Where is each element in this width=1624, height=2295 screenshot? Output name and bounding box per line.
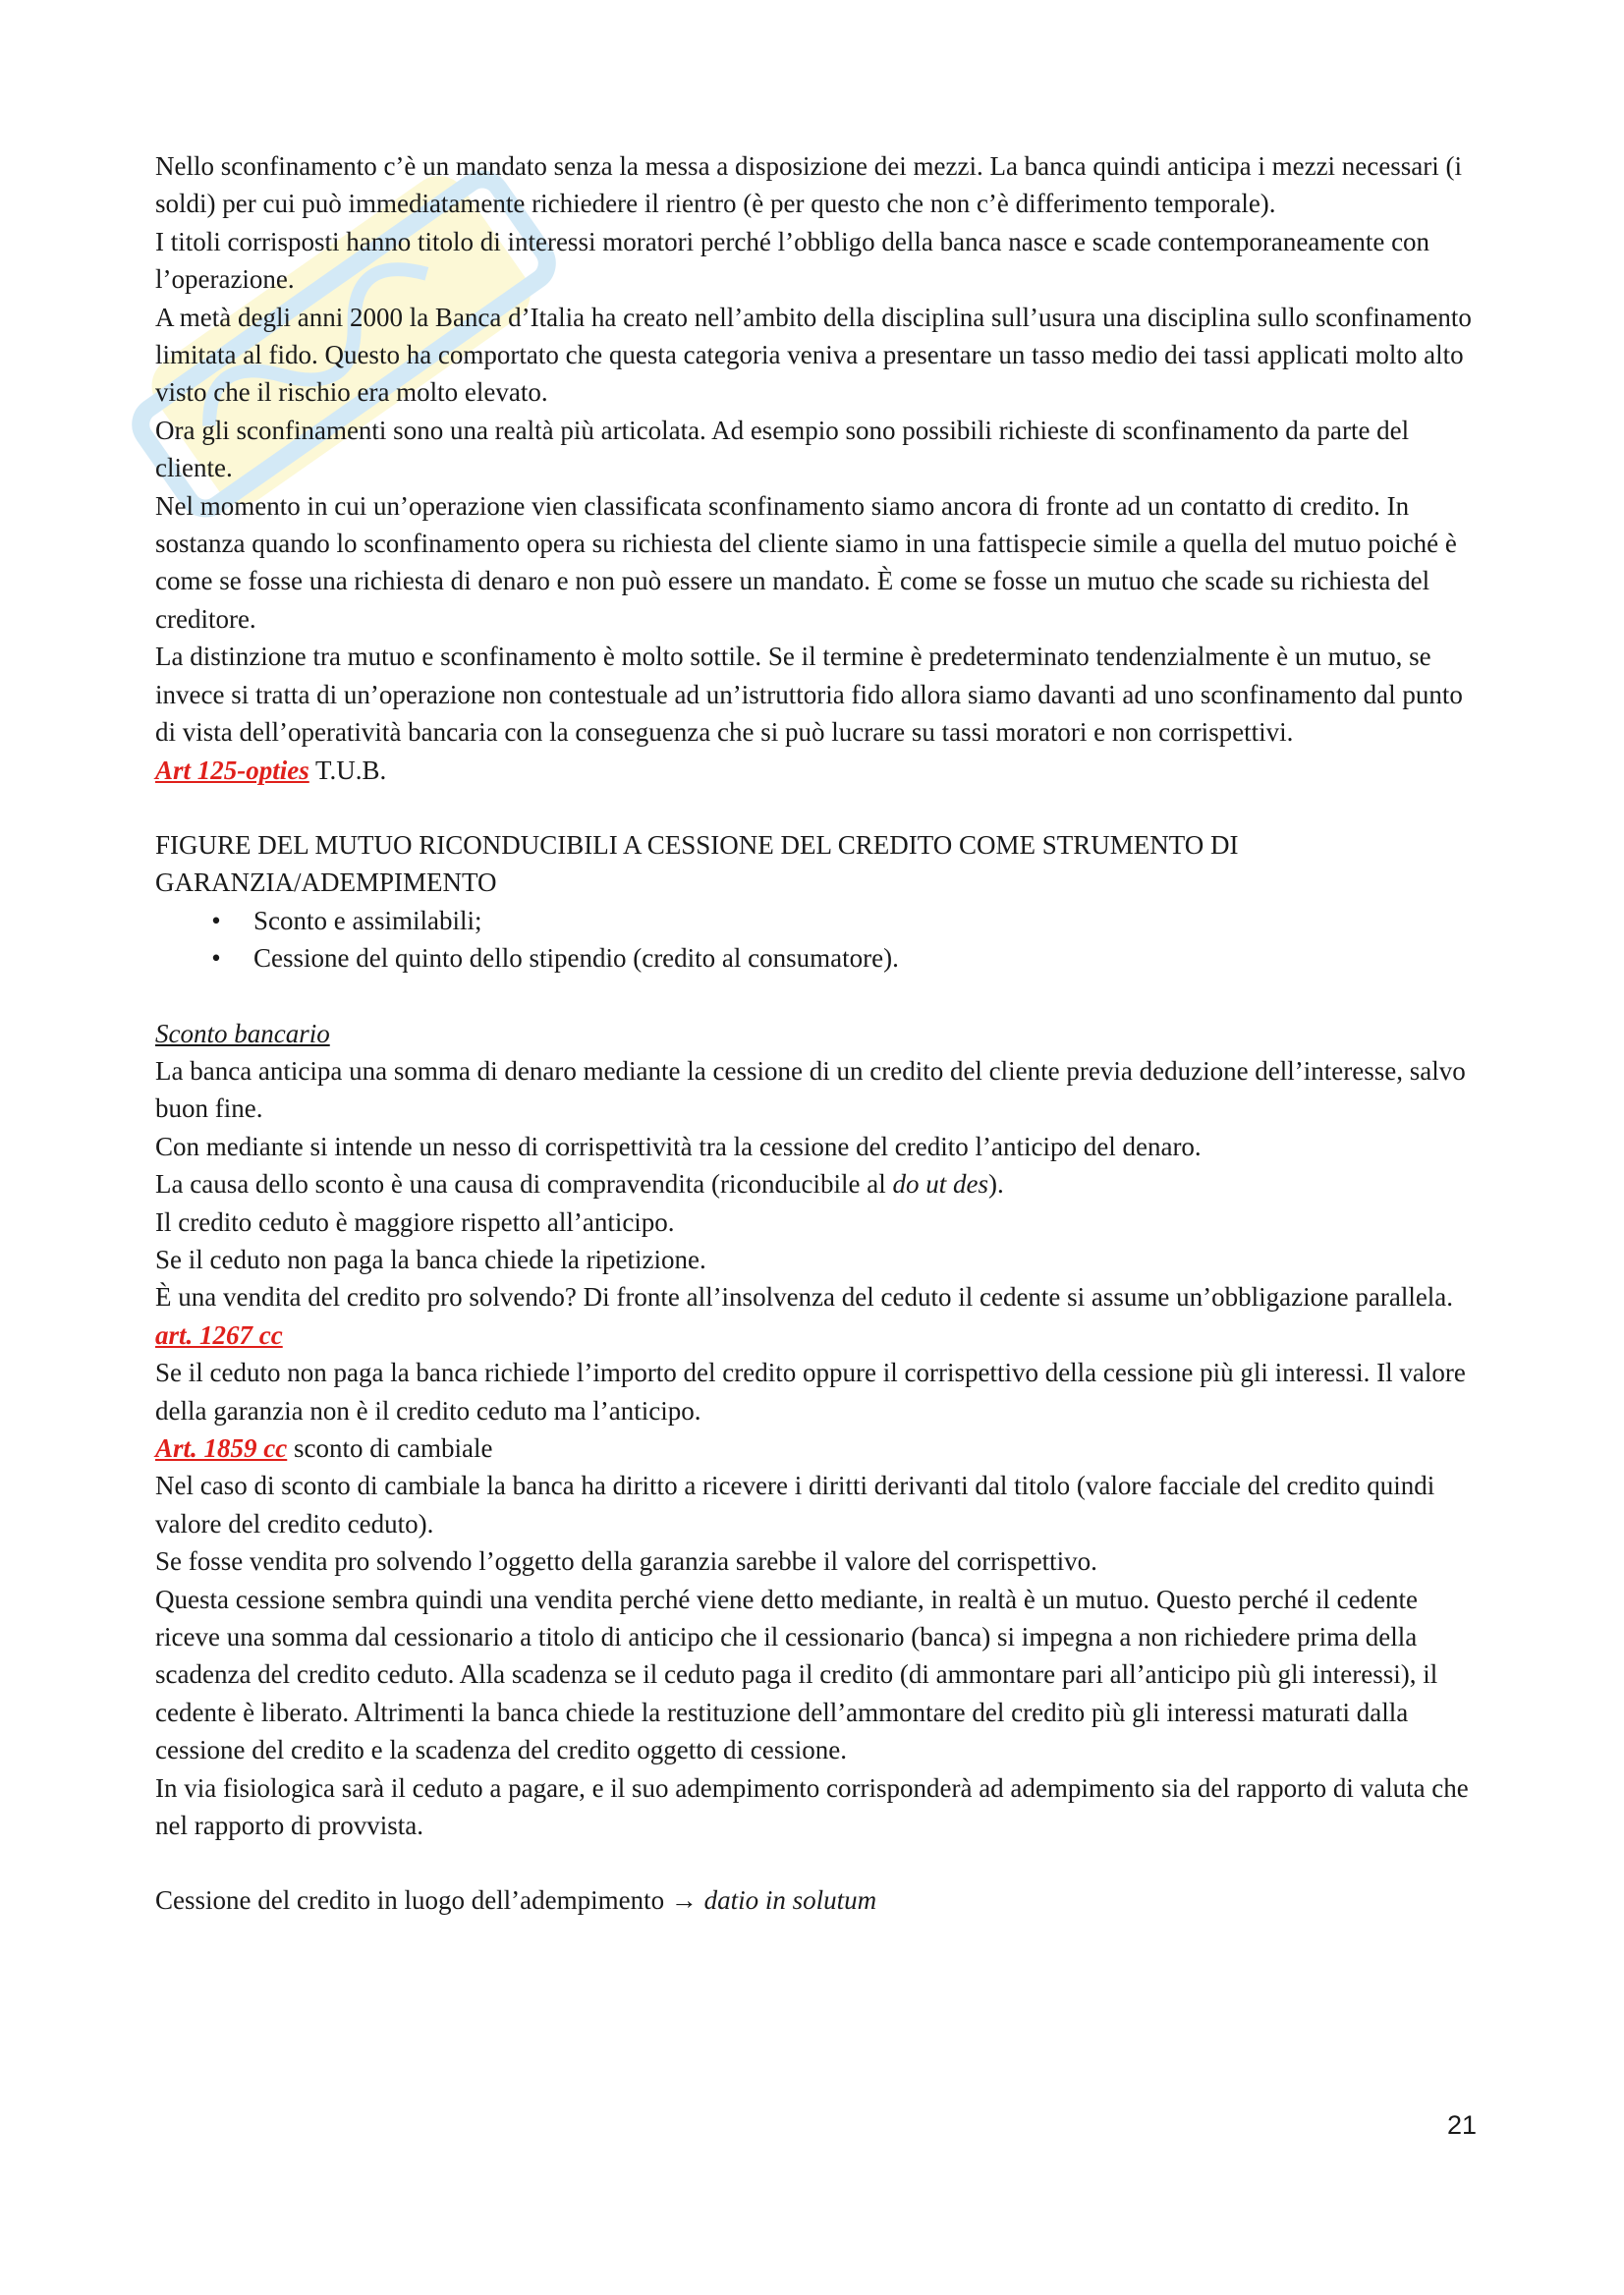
bullet-icon: • <box>211 905 221 935</box>
paragraph: In via fisiologica sarà il ceduto a pagare, e il suo adempimento corrisponderà ad adempimento sia del rapporto di valuta che nel rapporto di provvista. <box>155 1772 1469 1841</box>
paragraph: Nello sconfinamento c’è un mandato senza la messa a disposizione dei mezzi. La banca quindi anticipa i mezzi necessari (i soldi) per cui può immediatamente richiedere il rientro (è per questo che non c’è differimento temporale). <box>155 151 1462 219</box>
paragraph: Se il ceduto non paga la banca chiede la ripetizione. <box>155 1244 706 1274</box>
reference-line-1859 <box>155 1429 1482 1467</box>
bullet-list <box>155 902 1482 978</box>
paragraph: Il credito ceduto è maggiore rispetto all’anticipo. <box>155 1206 675 1237</box>
paragraph: A metà degli anni 2000 la Banca d’Italia ha creato nell’ambito della disciplina sull’usura una disciplina sullo sconfinamento limitata al fido. Questo ha comportato che questa categoria veniva a presentare un tasso medio dei tassi applicati molto alto visto che il rischio era molto elevato. <box>155 302 1472 408</box>
art-125-opties-link[interactable]: Art 125-opties <box>155 755 309 785</box>
art-1859-cc-link[interactable]: Art. 1859 cc <box>155 1433 288 1463</box>
list-item: • Cessione del quinto dello stipendio (credito al consumatore). <box>206 939 1482 977</box>
section-heading: FIGURE DEL MUTUO RICONDUCIBILI A CESSIONE DEL CREDITO COME STRUMENTO DI GARANZIA/ADEMPIMENTO <box>155 829 1239 898</box>
paragraph: Questa cessione sembra quindi una vendita perché viene detto mediante, in realtà è un mutuo. Questo perché il cedente riceve una somma dal cessionario a titolo di anticipo che il cessionario (banca) si impegna a non richiedere prima della scadenza del credito ceduto. Alla scadenza se il ceduto paga il credito (di ammontare pari all’anticipo più gli interessi), il cedente è liberato. Altrimenti la banca chiede la restituzione dell’ammontare del credito più gli interessi maturati dalla cessione del credito e la scadenza del credito oggetto di cessione. <box>155 1584 1438 1765</box>
reference-suffix: T.U.B. <box>308 755 387 785</box>
reference-line-1267 <box>155 1316 1482 1354</box>
spacer <box>155 1844 1482 1881</box>
sub-heading: Sconto bancario <box>155 1018 330 1048</box>
spacer <box>155 789 1482 826</box>
latin-phrase: datio in solutum <box>703 1885 877 1916</box>
final-line: Cessione del credito in luogo dell’adempimento → datio in solutum <box>155 1885 877 1916</box>
reference-line-125 <box>155 752 1482 789</box>
paragraph: Ora gli sconfinamenti sono una realtà più articolata. Ad esempio sono possibili richieste di sconfinamento da parte del cliente. <box>155 415 1410 483</box>
paragraph: Nel caso di sconto di cambiale la banca ha diritto a ricevere i diritti derivanti dal titolo (valore facciale del credito quindi valore del credito ceduto). <box>155 1471 1435 1539</box>
paragraph: Se il ceduto non paga la banca richiede l’importo del credito oppure il corrispettivo della cessione più gli interessi. Il valore della garanzia non è il credito ceduto ma l’anticipo. <box>155 1358 1466 1426</box>
paragraph: È una vendita del credito pro solvendo? Di fronte all’insolvenza del ceduto il cedente si assume un’obbligazione parallela. <box>155 1282 1454 1313</box>
paragraph-causa: La causa dello sconto è una causa di compravendita (riconducibile al do ut des). <box>155 1169 1004 1200</box>
page-number: 21 <box>1446 2110 1477 2140</box>
paragraph: I titoli corrisposti hanno titolo di interessi moratori perché l’obbligo della banca nasce e scade contemporaneamente con l’operazione. <box>155 226 1430 295</box>
paragraph: Con mediante si intende un nesso di corrispettività tra la cessione del credito l’anticipo del denaro. <box>155 1131 1202 1161</box>
list-item: • Sconto e assimilabili; <box>206 902 1482 939</box>
paragraph: La banca anticipa una somma di denaro mediante la cessione di un credito del cliente previa deduzione dell’interesse, salvo buon fine. <box>155 1055 1466 1124</box>
spacer <box>155 978 1482 1015</box>
bullet-icon: • <box>211 943 221 974</box>
document-page <box>155 147 1482 1920</box>
paragraph: Nel momento in cui un’operazione vien classificata sconfinamento siamo ancora di fronte ad un contatto di credito. In sostanza quando lo sconfinamento opera su richiesta del cliente siamo in una fattispecie simile a quella del mutuo poiché è come se fosse una richiesta di denaro e non può essere un mandato. È come se fosse un mutuo che scade su richiesta del creditore. <box>155 490 1457 634</box>
art-1267-cc-link[interactable]: art. 1267 cc <box>155 1319 283 1350</box>
paragraph: La distinzione tra mutuo e sconfinamento è molto sottile. Se il termine è predeterminato tendenzialmente è un mutuo, se invece si tratta di un’operazione non contestuale ad un’istruttoria fido allora siamo davanti ad uno sconfinamento dal punto di vista dell’operatività bancaria con la conseguenza che si può lucrare su tassi moratori e non corrispettivi. <box>155 642 1463 748</box>
reference-suffix: sconto di cambiale <box>287 1433 493 1463</box>
latin-phrase: do ut des <box>892 1169 988 1200</box>
paragraph: Se fosse vendita pro solvendo l’oggetto della garanzia sarebbe il valore del corrispettivo. <box>155 1546 1097 1577</box>
